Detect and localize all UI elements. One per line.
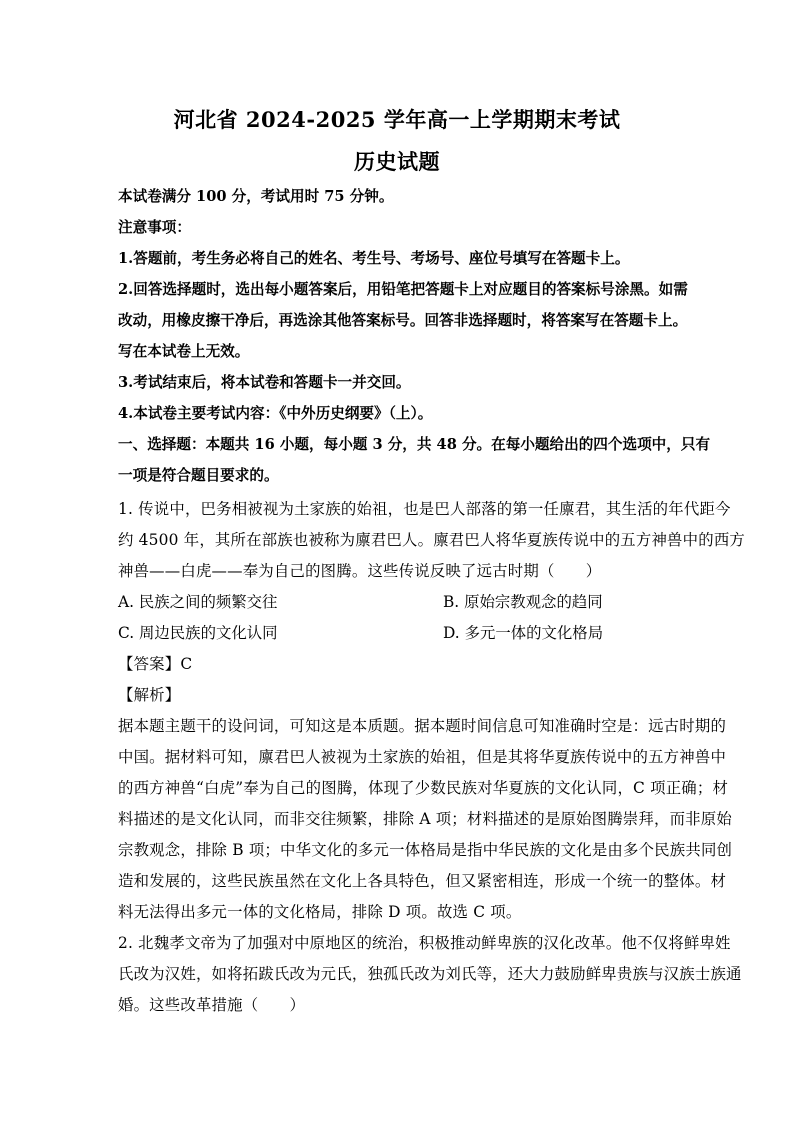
question-1-option-b: B. 原始宗教观念的趋同 [443, 593, 603, 611]
question-1-line-1: 1. 传说中，巴务相被视为土家族的始祖，也是巴人部落的第一任廪君，其生活的年代距今 [118, 500, 731, 518]
question-1-analysis-line: 宗教观念，排除 B 项；中华文化的多元一体格局是指中华民族的文化是由多个民族共同创 [118, 841, 733, 859]
question-2-line-3: 婚。这些改革措施（ ） [118, 996, 306, 1014]
question-1-answer: 【答案】C [118, 655, 193, 673]
notice-item-2-line-2: 改动，用橡皮擦干净后，再选涂其他答案标号。回答非选择题时，将答案写在答题卡上。 [118, 312, 688, 329]
question-1-line-3: 神兽——白虎——奉为自己的图腾。这些传说反映了远古时期（ ） [118, 562, 602, 580]
notice-item-1: 1.答题前，考生务必将自己的姓名、考生号、考场号、座位号填写在答题卡上。 [118, 250, 630, 267]
question-1-analysis-heading: 【解析】 [118, 686, 181, 704]
notice-item-2-line-3: 写在本试卷上无效。 [118, 343, 250, 360]
question-2-line-1: 2. 北魏孝文帝为了加强对中原地区的统治，积极推动鲜卑族的汉化改革。他不仅将鲜卑姓 [118, 934, 731, 952]
question-1-analysis-line: 的西方神兽“白虎”奉为自己的图腾，体现了少数民族对华夏族的文化认同，C 项正确；材 [118, 779, 729, 797]
exam-title: 河北省 2024-2025 学年高一上学期期末考试 [173, 107, 621, 132]
question-1-analysis-line: 造和发展的，这些民族虽然在文化上各具特色，但又紧密相连，形成一个统一的整体。材 [118, 872, 727, 890]
question-1-option-d: D. 多元一体的文化格局 [443, 624, 604, 642]
score-time-note: 本试卷满分 100 分，考试用时 75 分钟。 [118, 188, 394, 205]
notice-heading: 注意事项： [118, 219, 191, 236]
question-1-analysis-line: 据本题主题干的设问词，可知这是本质题。据本题时间信息可知准确时空是：远古时期的 [118, 717, 727, 735]
notice-item-2-line-1: 2.回答选择题时，选出每小题答案后，用铅笔把答题卡上对应题目的答案标号涂黑。如需 [118, 281, 688, 298]
question-1-option-a: A. 民族之间的频繁交往 [118, 593, 278, 611]
section-heading-line-1: 一、选择题：本题共 16 小题，每小题 3 分，共 48 分。在每小题给出的四个选项中，只有 [118, 436, 711, 453]
question-1-analysis-line: 中国。据材料可知，廪君巴人被视为土家族的始祖，但是其将华夏族传说中的五方神兽中 [118, 748, 727, 766]
question-2-line-2: 氏改为汉姓，如将拓跋氏改为元氏，独孤氏改为刘氏等，还大力鼓励鲜卑贵族与汉族士族通 [118, 965, 742, 983]
notice-item-3: 3.考试结束后，将本试卷和答题卡一并交回。 [118, 374, 411, 391]
question-1-line-2: 约 4500 年，其所在部族也被称为廪君巴人。廪君巴人将华夏族传说中的五方神兽中的西方 [118, 531, 746, 549]
question-1-analysis-line: 料描述的是文化认同，而非交往频繁，排除 A 项；材料描述的是原始图腾崇拜，而非原始 [118, 810, 732, 828]
notice-item-4: 4.本试卷主要考试内容：《中外历史纲要》（上）。 [118, 405, 433, 422]
question-1-option-c: C. 周边民族的文化认同 [118, 624, 278, 642]
section-heading-line-2: 一项是符合题目要求的。 [118, 467, 279, 484]
question-1-analysis-line: 料无法得出多元一体的文化格局，排除 D 项。故选 C 项。 [118, 903, 522, 921]
exam-subject-title: 历史试题 [354, 149, 440, 174]
